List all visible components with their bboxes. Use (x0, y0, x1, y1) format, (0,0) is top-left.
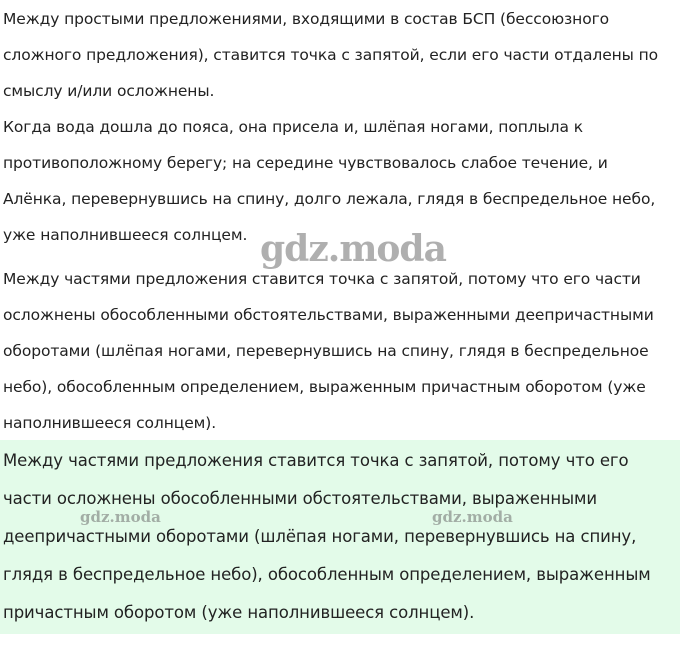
rule-paragraph: Между простыми предложениями, входящими в состав БСП (бессоюзного сложного предложения), ставится точка с запятой, если его части отдалены по смыслу и/или осложнены. (3, 10, 659, 100)
watermark-logo-small-left: gdz.moda (80, 508, 161, 526)
watermark-logo: gdz.moda (260, 228, 446, 270)
answer-highlight-box (0, 440, 680, 634)
answer-paragraph: Между частями предложения ставится точка с запятой, потому что его части осложнены обособленными обстоятельствами, выраженными деепричастными оборотами (шлёпая ногами, перевернувшись на спину, глядя в беспредельное небо), обособленным определением, выраженным причастным оборотом (уже наполнившееся солнцем). (3, 451, 651, 622)
explanation-paragraph: Между частями предложения ставится точка с запятой, потому что его части осложнены обособленными обстоятельствами, выраженными деепричастными оборотами (шлёпая ногами, перевернувшись на спину, глядя в беспредельное небо), обособленным определением, выраженным причастным оборотом (уже наполнившееся солнцем). (3, 270, 654, 432)
watermark-logo-small-right: gdz.moda (432, 508, 513, 526)
example-paragraph: Когда вода дошла до пояса, она присела и, шлёпая ногами, поплыла к противоположному берегу; на середине чувствовалось слабое течение, и Алёнка, перевернувшись на спину, долго лежала, глядя в беспредельное небо, уже наполнившееся солнцем. (3, 118, 656, 244)
